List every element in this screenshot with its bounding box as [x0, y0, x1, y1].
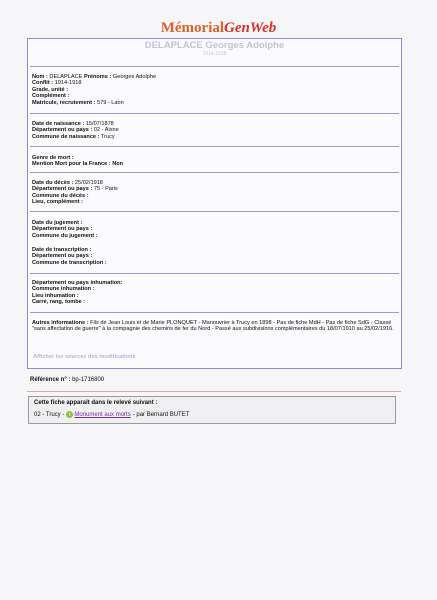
divider [30, 273, 399, 274]
identity-section [32, 74, 394, 106]
birth-dept-value: 02 - Aisne [93, 127, 119, 134]
burial-lieu-label: Lieu inhumation : [32, 292, 79, 299]
divider [30, 312, 399, 313]
death-dept-label: Département ou pays : [32, 186, 93, 193]
death-commune-label: Commune du décès : [32, 192, 89, 199]
conflit-value: 1914-1918 [54, 80, 82, 87]
death-dept-value: 75 - Paris [93, 186, 118, 193]
transcription-date-label: Date de transcription : [32, 247, 92, 253]
reference [30, 377, 104, 383]
conflit-label: Conflit : [32, 80, 54, 87]
complement-label: Complément : [32, 93, 70, 100]
logo-part-genweb: GenWeb [224, 20, 277, 36]
releve-suffix: - par Bernard BUTET [132, 411, 190, 418]
show-sources-link[interactable]: Afficher les sources des modifications [33, 354, 136, 360]
birth-date-value: 15/07/1878 [85, 121, 114, 127]
divider [27, 391, 401, 392]
divider [30, 211, 399, 212]
grade-label: Grade, unité : [32, 86, 69, 93]
death-section [32, 180, 394, 206]
releve-prefix: 02 - Trucy - [34, 411, 65, 418]
genre-label: Genre de mort : [32, 155, 74, 161]
nom-value: DELAPLACE [49, 74, 83, 80]
matricule-label: Matricule, recrutement : [32, 99, 96, 106]
judgement-dept-label: Département ou pays : [32, 226, 93, 233]
releve-box [28, 396, 396, 424]
nom-label: Nom : [32, 74, 48, 80]
death-date-label: Date du décès : [32, 180, 74, 186]
record-card [27, 38, 402, 369]
birth-date-label: Date de naissance : [32, 121, 85, 127]
burial-carre-label: Carré, rang, tombe : [32, 299, 86, 306]
monument-link[interactable]: Monument aux morts [74, 411, 131, 418]
birth-commune-value: Trucy [100, 133, 115, 140]
divider [30, 66, 399, 67]
burial-commune-label: Commune inhumation : [32, 286, 95, 293]
prenoms-value: Georges Adolphe [112, 74, 157, 80]
matricule-value: 579 - Laon [96, 99, 124, 106]
releve-line [34, 411, 189, 418]
logo-part-memorial: Mémorial [160, 20, 225, 36]
judgement-date-label: Date du jugement : [32, 220, 83, 226]
birth-dept-label: Département ou pays : [32, 127, 93, 134]
birth-section [32, 121, 394, 140]
divider [30, 113, 399, 114]
divider [30, 146, 399, 147]
mention-value: Non [112, 161, 124, 168]
other-info-text: Fils de Jean Louis et de Marie PLONQUET - Manouvrier à Trucy en 1898 - Pas de fiche MdH - Pas de fiche SdG - Classé "sans affectation de guerre" à la compagnie des chemins de fer du Nord - Passé aux subdivisions complémentaires du 18/07/1910 au 25/02/1916. [32, 320, 394, 333]
record-title: DELAPLACE Georges Adolphe [144, 40, 285, 51]
transcription-dept-label: Département ou pays : [32, 253, 93, 260]
record-header [28, 40, 401, 58]
divider [30, 172, 399, 173]
other-info-section [32, 320, 394, 333]
burial-section [32, 280, 394, 306]
burial-dept-label: Département ou pays inhumation: [32, 280, 123, 286]
death-type-section [32, 155, 394, 168]
site-logo[interactable] [0, 20, 437, 36]
transcription-commune-label: Commune de transcription : [32, 259, 107, 266]
reference-label: Référence n° : [30, 377, 71, 383]
info-icon[interactable]: i [66, 411, 73, 418]
other-info-label: Autres informations : [32, 320, 89, 326]
transcription-section [32, 247, 394, 266]
releve-title: Cette fiche apparaît dans le relevé suivant : [34, 400, 158, 406]
birth-commune-label: Commune de naissance : [32, 133, 100, 140]
judgement-commune-label: Commune du jugement : [32, 232, 98, 239]
death-date-value: 25/02/1918 [74, 180, 103, 186]
judgement-section [32, 220, 394, 239]
reference-value: bp-1716800 [72, 377, 105, 383]
record-years: 1914-1918 [202, 51, 227, 57]
death-lieu-label: Lieu, complément : [32, 199, 83, 206]
prenoms-label: Prénoms : [83, 74, 112, 80]
mention-label: Mention Mort pour la France : [32, 161, 111, 168]
